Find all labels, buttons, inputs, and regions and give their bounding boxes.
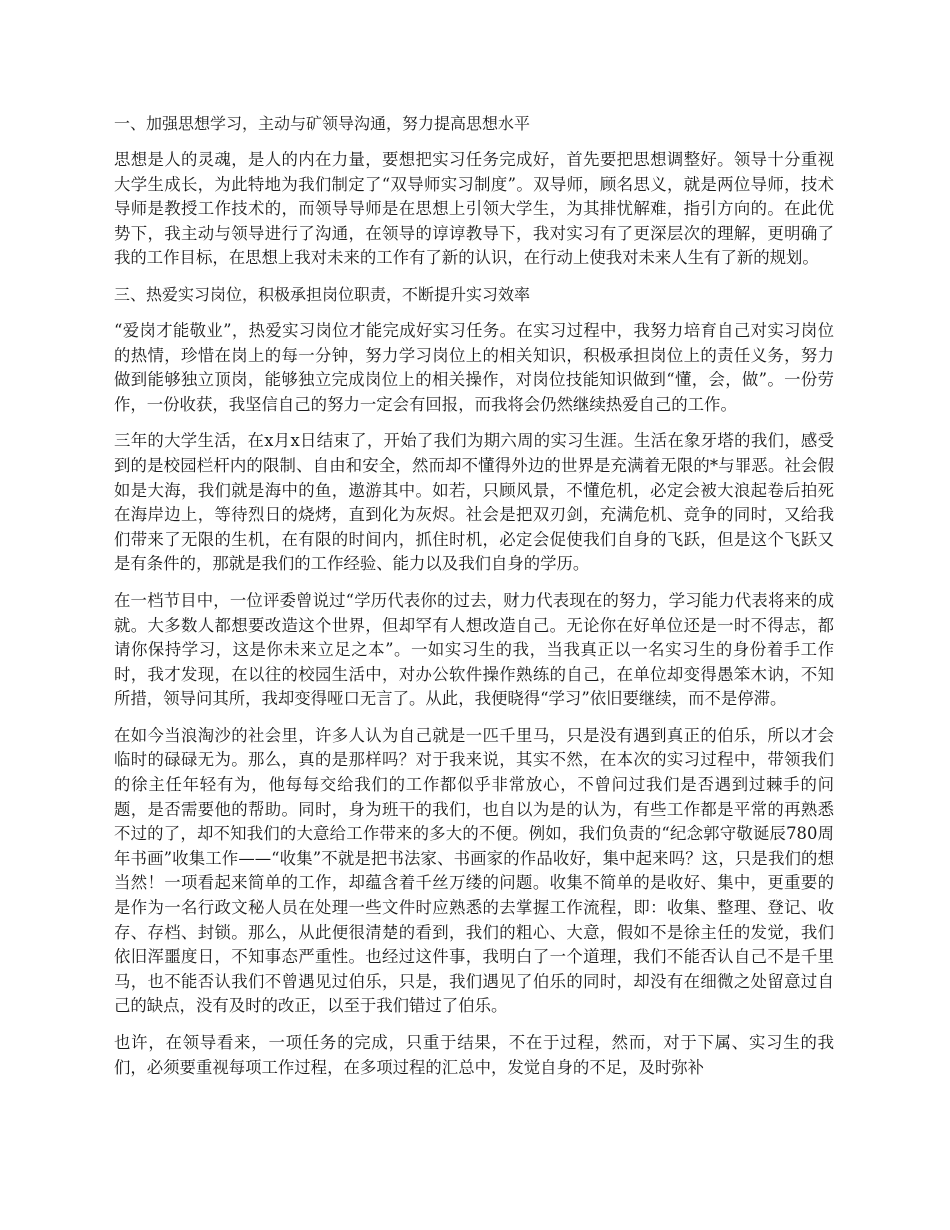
paragraph-process: 也许，在领导看来，一项任务的完成，只重于结果，不在于过程，然而，对于下属、实习生的我们，必须要重视每项工作过程，在多项过程的汇总中，发觉自身的不足，及时弥补 bbox=[114, 1033, 834, 1077]
paragraph-university-life: 三年的大学生活，在x月x日结束了，开始了我们为期六周的实习生涯。生活在象牙塔的我们，感受到的是校园栏杆内的限制、自由和安全，然而却不懂得外边的世界是充满着无限的*与罪恶。社会假如是大海，我们就是海中的鱼，遨游其中。如若，只顾风景，不懂危机，必定会被大浪起卷后拍死在海岸边上，等待烈日的烧烤，直到化为灰烬。社会是把双刃剑，充满危机、竞争的同时，又给我们带来了无限的生机，在有限的时间内，抓住时机，必定会促使我们自身的飞跃，但是这个飞跃又是有条件的，那就是我们的工作经验、能力以及我们自身的学历。 bbox=[114, 431, 834, 574]
paragraph-thought: 思想是人的灵魂，是人的内在力量，要想把实习任务完成好，首先要把思想调整好。领导十分重视大学生成长，为此特地为我们制定了“双导师实习制度”。双导师，顾名思义，就是两位导师，技术导师是教授工作技术的，而领导导师是在思想上引领大学生，为其排忧解难，指引方向的。在此优势下，我主动与领导进行了沟通，在领导的谆谆教导下，我对实习有了更深层次的理解，更明确了我的工作目标，在思想上我对未来的工作有了新的认识，在行动上使我对未来人生有了新的规划。 bbox=[114, 150, 834, 268]
paragraph-thousand-mile-horse: 在如今当浪淘沙的社会里，许多人认为自己就是一匹千里马，只是没有遇到真正的伯乐，所以才会临时的碌碌无为。那么，真的是那样吗？对于我来说，其实不然，在本次的实习过程中，带领我们的徐主任年轻有为，他每每交给我们的工作都似乎非常放心，不曾问过我们是否遇到过棘手的问题，是否需要他的帮助。同时，身为班干的我们，也自以为是的认为，有些工作都是平常的再熟悉不过的了，却不知我们的大意给工作带来的多大的不便。例如，我们负责的“纪念郭守敬诞辰780周年书画”收集工作——“收集”不就是把书法家、书画家的作品收好，集中起来吗？这，只是我们的想当然！一项看起来简单的工作，却蕴含着千丝万缕的问题。收集不简单的是收好、集中，更重要的是作为一名行政文秘人员在处理一些文件时应熟悉的去掌握工作流程，即：收集、整理、登记、收存、存档、封锁。那么，从此便很清楚的看到，我们的粗心、大意，假如不是徐主任的发觉，我们依旧浑噩度日，不知事态严重性。也经过这件事，我明白了一个道理，我们不能否认自己不是千里马，也不能否认我们不曾遇见过伯乐，只是，我们遇见了伯乐的同时，却没有在细微之处留意过自己的缺点，没有及时的改正，以至于我们错过了伯乐。 bbox=[114, 725, 834, 1016]
document-page bbox=[114, 112, 834, 1092]
section-heading-3: 三、热爱实习岗位，积极承担岗位职责，不断提升实习效率 bbox=[114, 284, 531, 304]
paragraph-tv-program: 在一档节目中，一位评委曾说过“学历代表你的过去，财力代表现在的努力，学习能力代表将来的成就。大多数人都想要改造这个世界，但却罕有人想改造自己。无论你在好单位还是一时不得志，都请你保持学习，这是你未来立足之本”。一如实习生的我，当我真正以一名实习生的身份着手工作时，我才发现，在以往的校园生活中，对办公软件操作熟练的自己，在单位却变得愚笨木讷，不知所措，领导问其所，我却变得哑口无言了。从此，我便晓得“学习”依旧要继续，而不是停滞。 bbox=[114, 590, 834, 709]
section-heading-1: 一、加强思想学习，主动与矿领导沟通，努力提高思想水平 bbox=[114, 114, 531, 133]
paragraph-love-job: “爱岗才能敬业”，热爱实习岗位才能完成好实习任务。在实习过程中，我努力培育自己对实习岗位的热情，珍惜在岗上的每一分钟，努力学习岗位上的相关知识，积极承担岗位上的责任义务，努力做到能够独立顶岗，能够独立完成岗位上的相关操作，对岗位技能知识做到“懂，会，做”。一份劳作，一份收获，我坚信自己的努力一定会有回报，而我将会仍然继续热爱自己的工作。 bbox=[114, 320, 834, 414]
